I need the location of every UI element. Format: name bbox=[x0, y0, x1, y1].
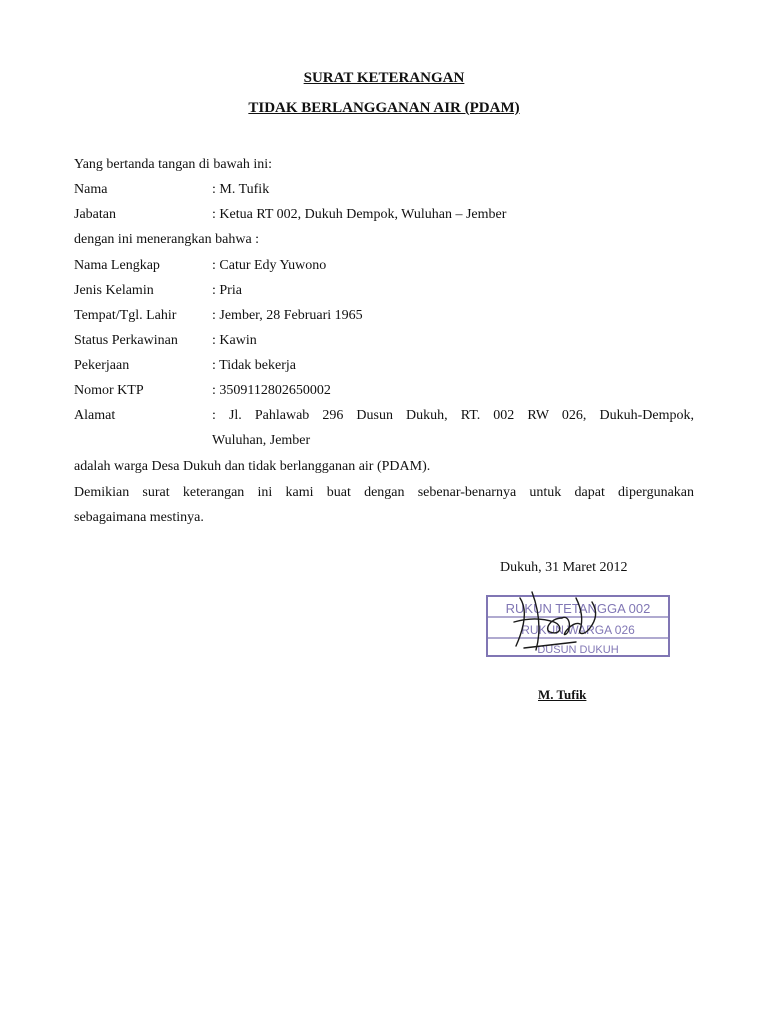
marital-label: Status Perkawinan bbox=[74, 333, 178, 348]
stamp-line2: RUKUN WARGA 026 bbox=[521, 623, 635, 637]
closing-line2: sebagaimana mestinya. bbox=[74, 510, 204, 525]
birth-label: Tempat/Tgl. Lahir bbox=[74, 308, 177, 323]
fullname-label: Nama Lengkap bbox=[74, 258, 160, 273]
address-value-line2: Wuluhan, Jember bbox=[212, 433, 311, 448]
stamp-line1: RUKUN TETANGGA 002 bbox=[505, 601, 651, 616]
address-label: Alamat bbox=[74, 408, 116, 423]
gender-label: Jenis Kelamin bbox=[74, 283, 154, 298]
letter-title: SURAT KETERANGAN bbox=[303, 70, 465, 86]
signer-name: M. Tufik bbox=[538, 687, 587, 702]
signatory-name-label: Nama bbox=[74, 182, 108, 197]
signatory-position-value: : Ketua RT 002, Dukuh Dempok, Wuluhan – Jember bbox=[212, 207, 507, 222]
ktp-value: : 3509112802650002 bbox=[212, 383, 331, 398]
gender-value: : Pria bbox=[212, 283, 242, 298]
place-date: Dukuh, 31 Maret 2012 bbox=[500, 560, 628, 575]
statement-text: dengan ini menerangkan bahwa : bbox=[74, 232, 260, 247]
signatory-position-label: Jabatan bbox=[74, 207, 116, 222]
marital-value: : Kawin bbox=[212, 333, 257, 348]
ktp-label: Nomor KTP bbox=[74, 383, 144, 398]
intro-text: Yang bertanda tangan di bawah ini: bbox=[74, 157, 273, 172]
job-label: Pekerjaan bbox=[74, 358, 130, 373]
letter-subtitle: TIDAK BERLANGGANAN AIR (PDAM) bbox=[248, 100, 520, 116]
fullname-value: : Catur Edy Yuwono bbox=[212, 258, 327, 273]
closing-line1: Demikian surat keterangan ini kami buat dengan sebenar-benarnya untuk dapat dipergunakan bbox=[74, 485, 694, 500]
address-value-line1: : Jl. Pahlawab 296 Dusun Dukuh, RT. 002 RW 026, Dukuh-Dempok, bbox=[212, 408, 694, 423]
stamp-line3: DUSUN DUKUH bbox=[537, 644, 619, 656]
rt-stamp bbox=[480, 588, 676, 662]
conclusion-text: adalah warga Desa Dukuh dan tidak berlangganan air (PDAM). bbox=[74, 459, 431, 474]
signatory-name-value: : M. Tufik bbox=[212, 182, 270, 197]
job-value: : Tidak bekerja bbox=[212, 358, 296, 373]
birth-value: : Jember, 28 Februari 1965 bbox=[212, 308, 363, 323]
